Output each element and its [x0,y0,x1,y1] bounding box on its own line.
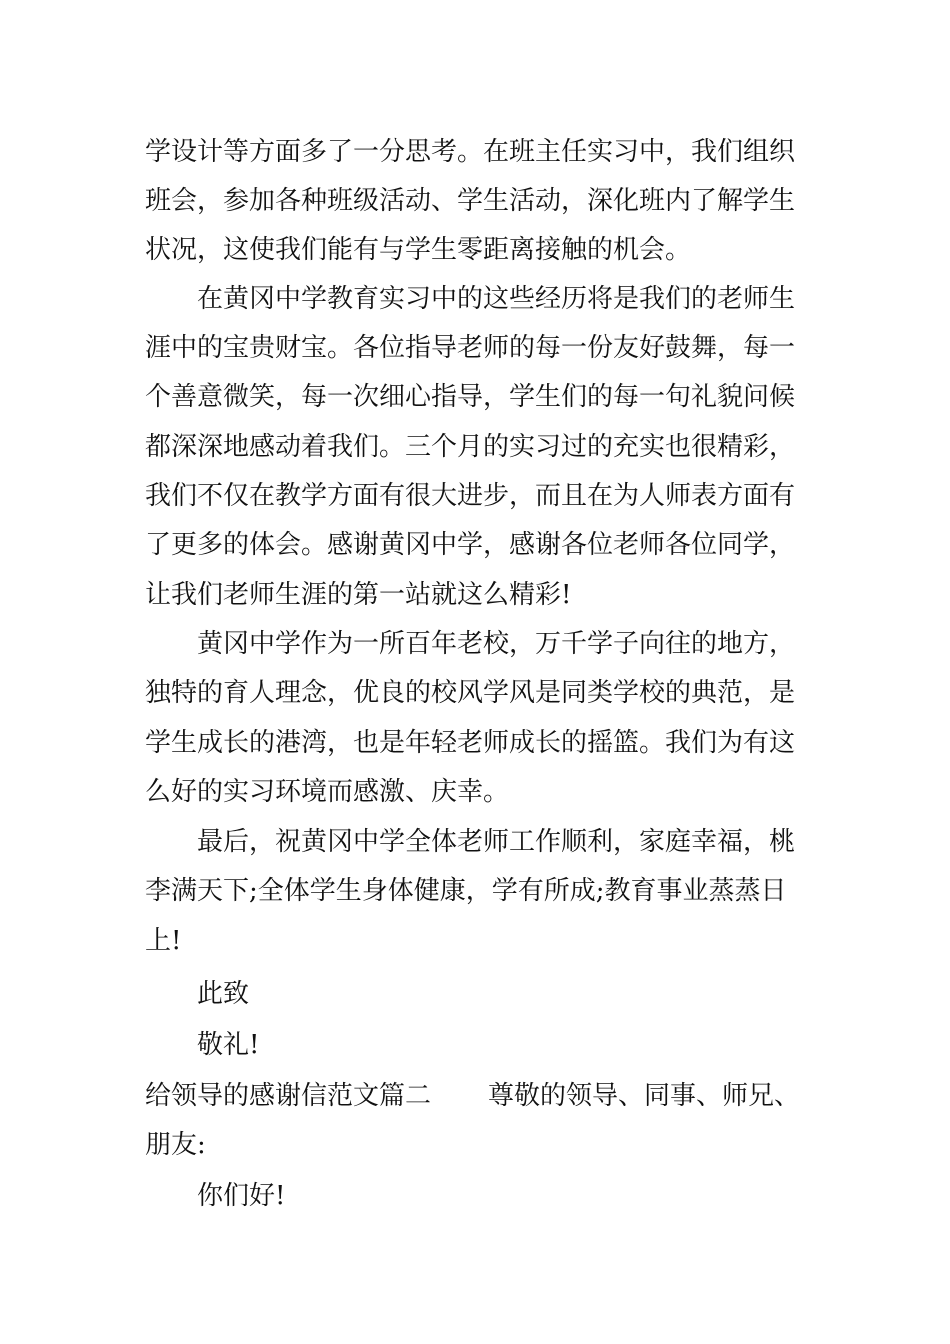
paragraph-4-line-1: 最后，祝黄冈中学全体老师工作顺利，家庭幸福，桃 [197,827,796,857]
closing-line-1: 此致 [197,979,250,1009]
paragraph-2-line-3: 个善意微笑，每一次细心指导，学生们的每一句礼貌问候 [145,382,796,412]
section-2-salutation-part-2: 朋友: [145,1130,206,1160]
paragraph-2-line-5: 我们不仅在教学方面有很大进步，而且在为人师表方面有 [145,481,796,511]
section-2-salutation-part-1: 尊敬的领导、同事、师兄、 [488,1081,801,1111]
paragraph-4-line-2: 李满天下;全体学生身体健康，学有所成;教育事业蒸蒸日 [145,876,787,906]
paragraph-3-line-3: 学生成长的港湾，也是年轻老师成长的摇篮。我们为有这 [145,728,796,758]
paragraph-3-line-1: 黄冈中学作为一所百年老校，万千学子向往的地方， [197,629,796,659]
paragraph-2-line-1: 在黄冈中学教育实习中的这些经历将是我们的老师生 [197,284,796,314]
paragraph-3-line-2: 独特的育人理念，优良的校风学风是同类学校的典范，是 [145,678,796,708]
paragraph-3-line-4: 么好的实习环境而感激、庆幸。 [145,777,510,807]
section-2-greeting: 你们好! [197,1181,286,1211]
paragraph-2-line-6: 了更多的体会。感谢黄冈中学，感谢各位老师各位同学， [145,530,796,560]
paragraph-1-line-2: 班会，参加各种班级活动、学生活动，深化班内了解学生 [145,186,796,216]
paragraph-2-line-2: 涯中的宝贵财宝。各位指导老师的每一份友好鼓舞，每一 [145,333,796,363]
paragraph-4-line-3: 上! [145,926,182,956]
section-2-heading-row [145,1079,810,1113]
paragraph-2-line-7: 让我们老师生涯的第一站就这么精彩! [145,580,572,610]
section-2-title: 给领导的感谢信范文篇二 [145,1081,432,1111]
paragraph-2-line-4: 都深深地感动着我们。三个月的实习过的充实也很精彩， [145,432,796,462]
closing-line-2: 敬礼! [197,1030,260,1060]
paragraph-1-line-3: 状况，这使我们能有与学生零距离接触的机会。 [145,235,692,265]
paragraph-1-line-1: 学设计等方面多了一分思考。在班主任实习中，我们组织 [145,137,796,167]
